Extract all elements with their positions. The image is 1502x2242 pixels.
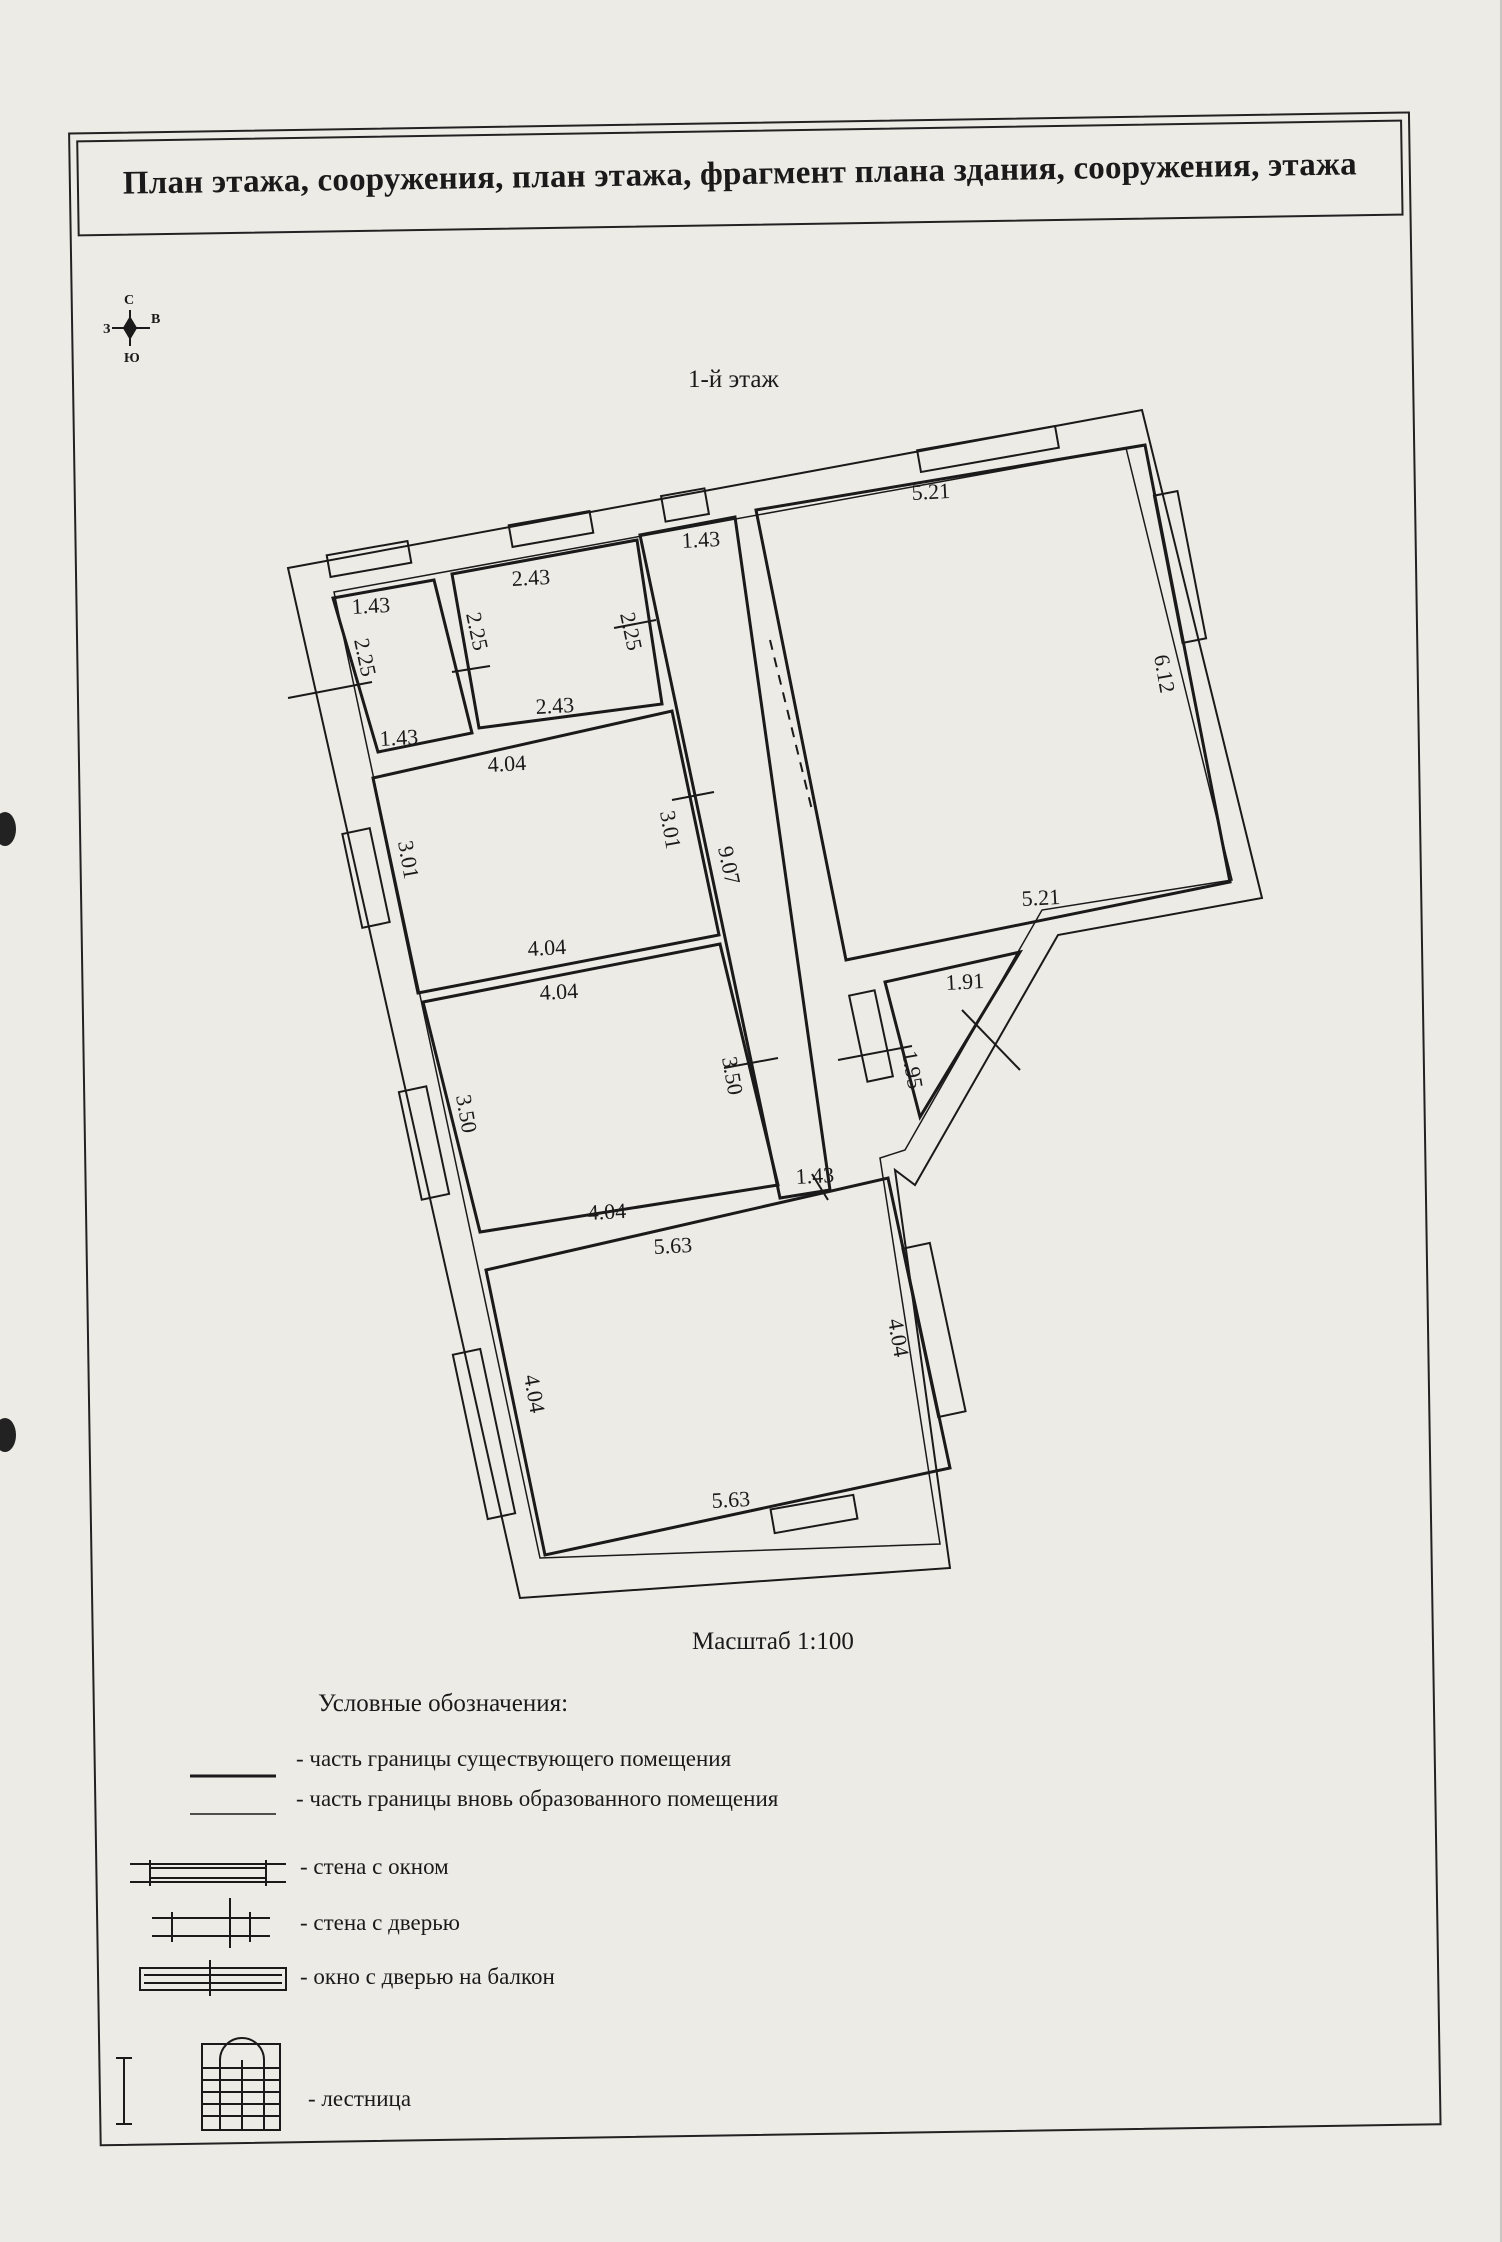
legend-new-boundary: - часть границы вновь образованного помещения <box>296 1786 779 1811</box>
balcony-door-icon <box>140 1960 286 1996</box>
dim-label: 2.43 <box>510 564 551 591</box>
dim-label: 5.21 <box>1020 884 1061 911</box>
new-boundary-dashed <box>770 640 812 810</box>
compass-west: З <box>103 322 111 337</box>
dim-label: 5.21 <box>910 478 951 505</box>
dim-label: 3.50 <box>717 1054 749 1097</box>
dim-label: 5.63 <box>710 1486 751 1513</box>
staircase-icon <box>202 2038 280 2130</box>
dim-label: 4.04 <box>526 934 567 961</box>
doors <box>288 620 1020 1200</box>
dim-label: 1.43 <box>794 1162 835 1189</box>
compass-south: Ю <box>124 351 140 366</box>
legend-symbols <box>116 1776 286 2130</box>
dim-label: 2.25 <box>461 609 494 653</box>
dim-label: 4.04 <box>538 978 579 1005</box>
dim-label: 1.91 <box>944 968 985 995</box>
dim-label: 1.43 <box>350 592 391 619</box>
legend-staircase: - лестница <box>308 2086 412 2111</box>
dim-label: 5.63 <box>652 1232 693 1259</box>
dim-label: 1.43 <box>378 724 419 751</box>
compass-north: С <box>124 293 135 308</box>
outer-wall <box>288 410 1262 1598</box>
dim-label: 2.43 <box>534 692 575 719</box>
windows <box>327 426 1206 1533</box>
door-wall-icon <box>152 1898 270 1948</box>
scale-label: Масштаб 1:100 <box>692 1628 854 1655</box>
floor-label: 1-й этаж <box>688 366 779 393</box>
dim-label: 2.25 <box>615 609 648 653</box>
legend-window-wall: - стена с окном <box>300 1854 449 1879</box>
dim-label: 3.01 <box>655 808 687 851</box>
legend-door-wall: - стена с дверью <box>300 1910 460 1935</box>
dim-label: 4.04 <box>883 1316 915 1359</box>
dim-label: 4.04 <box>586 1198 627 1225</box>
dim-label: 2.25 <box>349 635 382 679</box>
legend-title: Условные обозначения: <box>318 1690 569 1717</box>
dim-label: 3.01 <box>393 838 425 881</box>
dim-label: 4.04 <box>486 750 527 777</box>
dim-label: 1.43 <box>680 526 721 553</box>
compass-icon <box>112 310 150 346</box>
dim-label: 1.95 <box>897 1048 929 1091</box>
dim-label: 4.04 <box>519 1372 551 1415</box>
stair-marker-icon <box>116 2058 132 2124</box>
legend-balcony-door: - окно с дверью на балкон <box>300 1964 555 1989</box>
compass-east: В <box>151 312 161 327</box>
window-wall-icon <box>130 1860 286 1886</box>
legend-existing-boundary: - часть границы существующего помещения <box>296 1746 732 1771</box>
dim-label: 6.12 <box>1149 652 1181 695</box>
dim-label: 9.07 <box>713 843 746 887</box>
document-title: План этажа, сооружения, план этажа, фрагмент плана здания, сооружения, этажа <box>122 146 1358 202</box>
dim-label: 3.50 <box>451 1092 483 1135</box>
